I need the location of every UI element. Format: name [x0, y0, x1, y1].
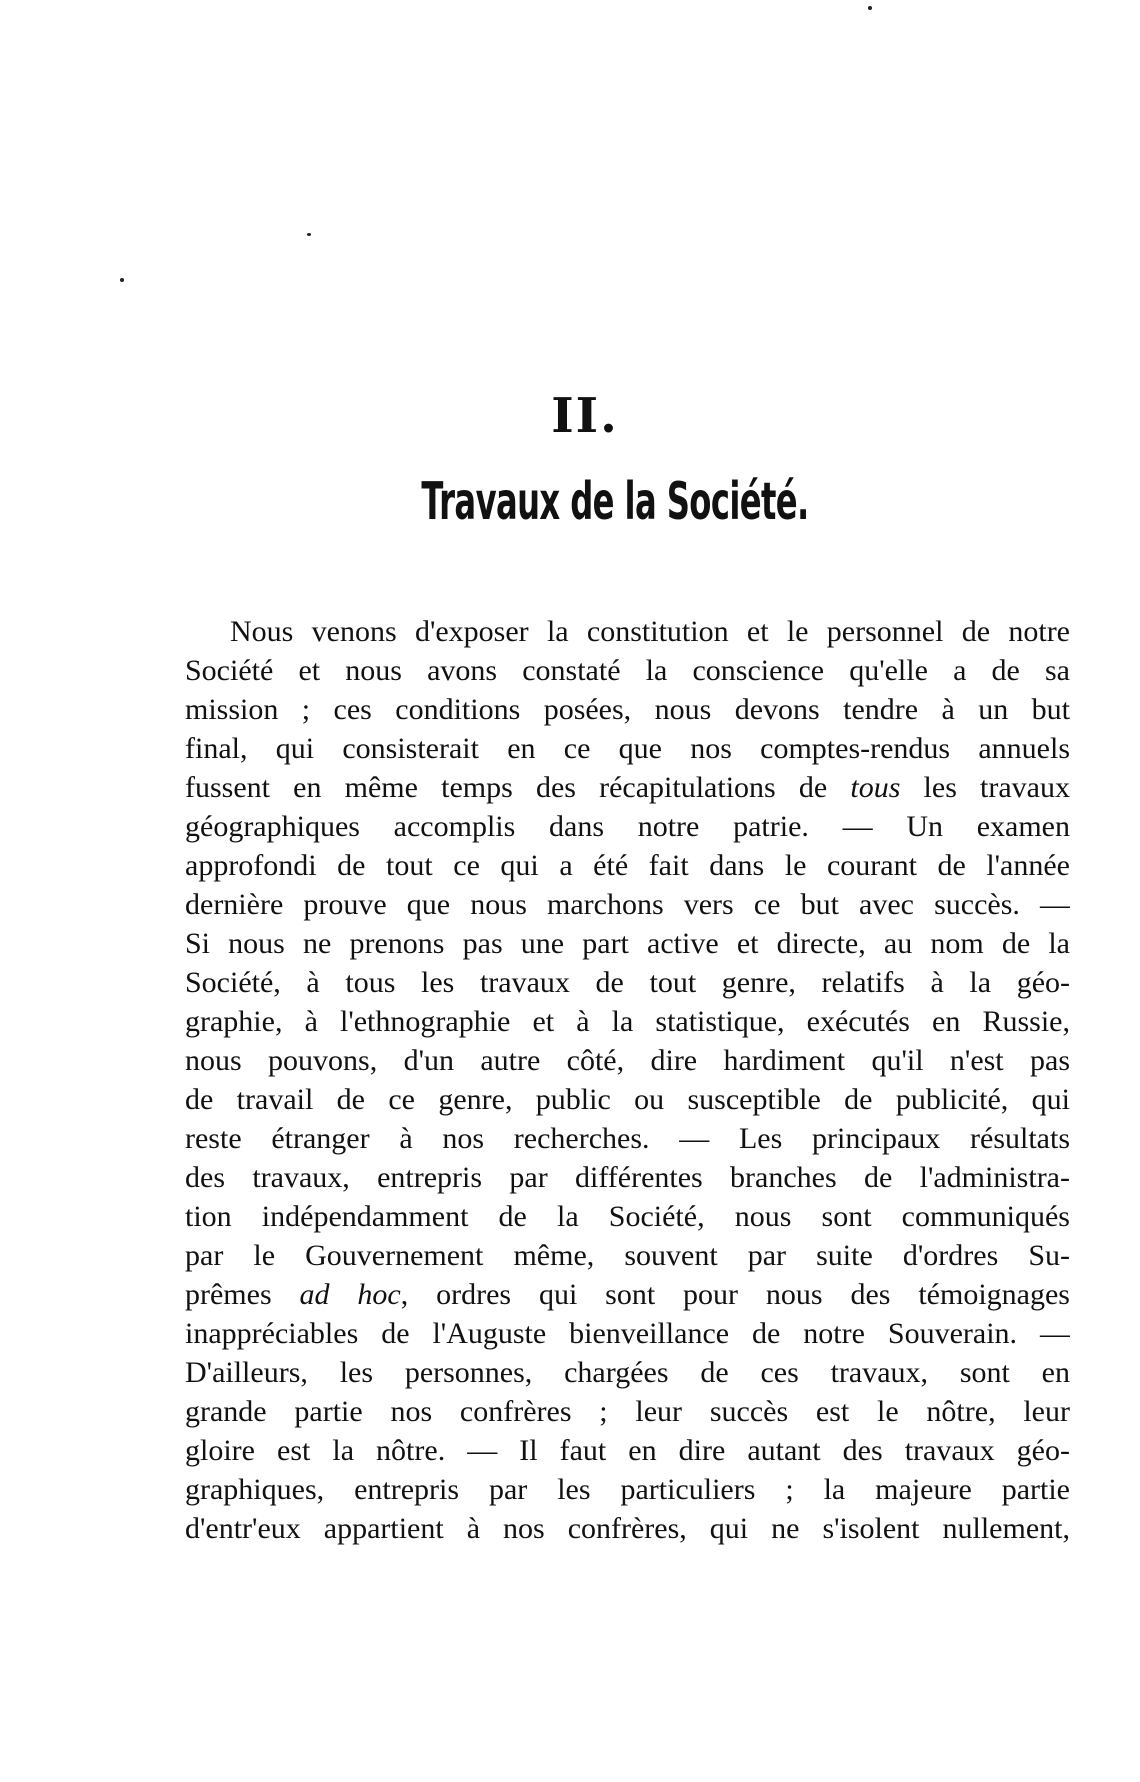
text-line: graphiques, entrepris par les particuliers ; la majeure partie [185, 1473, 1070, 1506]
text-line: mission ; ces conditions posées, nous devons tendre à un but [185, 693, 1070, 726]
chapter-title: Travaux de la Société. [421, 472, 809, 532]
text-line: Société et nous avons constaté la conscience qu'elle a de sa [185, 654, 1070, 687]
text-line: Société, à tous les travaux de tout genre, relatifs à la géo- [185, 966, 1070, 999]
text-line: graphie, à l'ethnographie et à la statistique, exécutés en Russie, [185, 1005, 1070, 1038]
text-line: tion indépendamment de la Société, nous sont communiqués [185, 1200, 1070, 1233]
scan-speck [307, 233, 311, 236]
scan-speck [868, 6, 872, 10]
text-line: inappréciables de l'Auguste bienveillance de notre Souverain. — [185, 1317, 1070, 1350]
text-line: gloire est la nôtre. — Il faut en dire autant des travaux géo- [185, 1434, 1070, 1467]
text-line: final, qui consisterait en ce que nos comptes-rendus annuels [185, 732, 1070, 765]
text-line: nous pouvons, d'un autre côté, dire hardiment qu'il n'est pas [185, 1044, 1070, 1077]
scan-speck [120, 278, 124, 282]
text-line: par le Gouvernement même, souvent par suite d'ordres Su- [185, 1239, 1070, 1272]
text-line: Si nous ne prenons pas une part active et directe, au nom de la [185, 927, 1070, 960]
text-line: prêmes ad hoc, ordres qui sont pour nous des témoignages [185, 1278, 1070, 1311]
text-line: dernière prouve que nous marchons vers ce but avec succès. — [185, 888, 1070, 921]
text-line: géographiques accomplis dans notre patrie. — Un examen [185, 810, 1070, 843]
text-line: des travaux, entrepris par différentes branches de l'administra- [185, 1161, 1070, 1194]
text-line: D'ailleurs, les personnes, chargées de ces travaux, sont en [185, 1356, 1070, 1389]
body-paragraph [185, 612, 1070, 1548]
text-line: grande partie nos confrères ; leur succès est le nôtre, leur [185, 1395, 1070, 1428]
text-line: d'entr'eux appartient à nos confrères, qui ne s'isolent nullement, [185, 1512, 1070, 1545]
text-line: reste étranger à nos recherches. — Les principaux résultats [185, 1122, 1070, 1155]
text-line: Nous venons d'exposer la constitution et le personnel de notre [230, 615, 1070, 648]
text-line: approfondi de tout ce qui a été fait dans le courant de l'année [185, 849, 1070, 882]
text-line: fussent en même temps des récapitulations de tous les travaux [185, 771, 1070, 804]
chapter-number: II. [551, 388, 619, 444]
text-line: de travail de ce genre, public ou susceptible de publicité, qui [185, 1083, 1070, 1116]
